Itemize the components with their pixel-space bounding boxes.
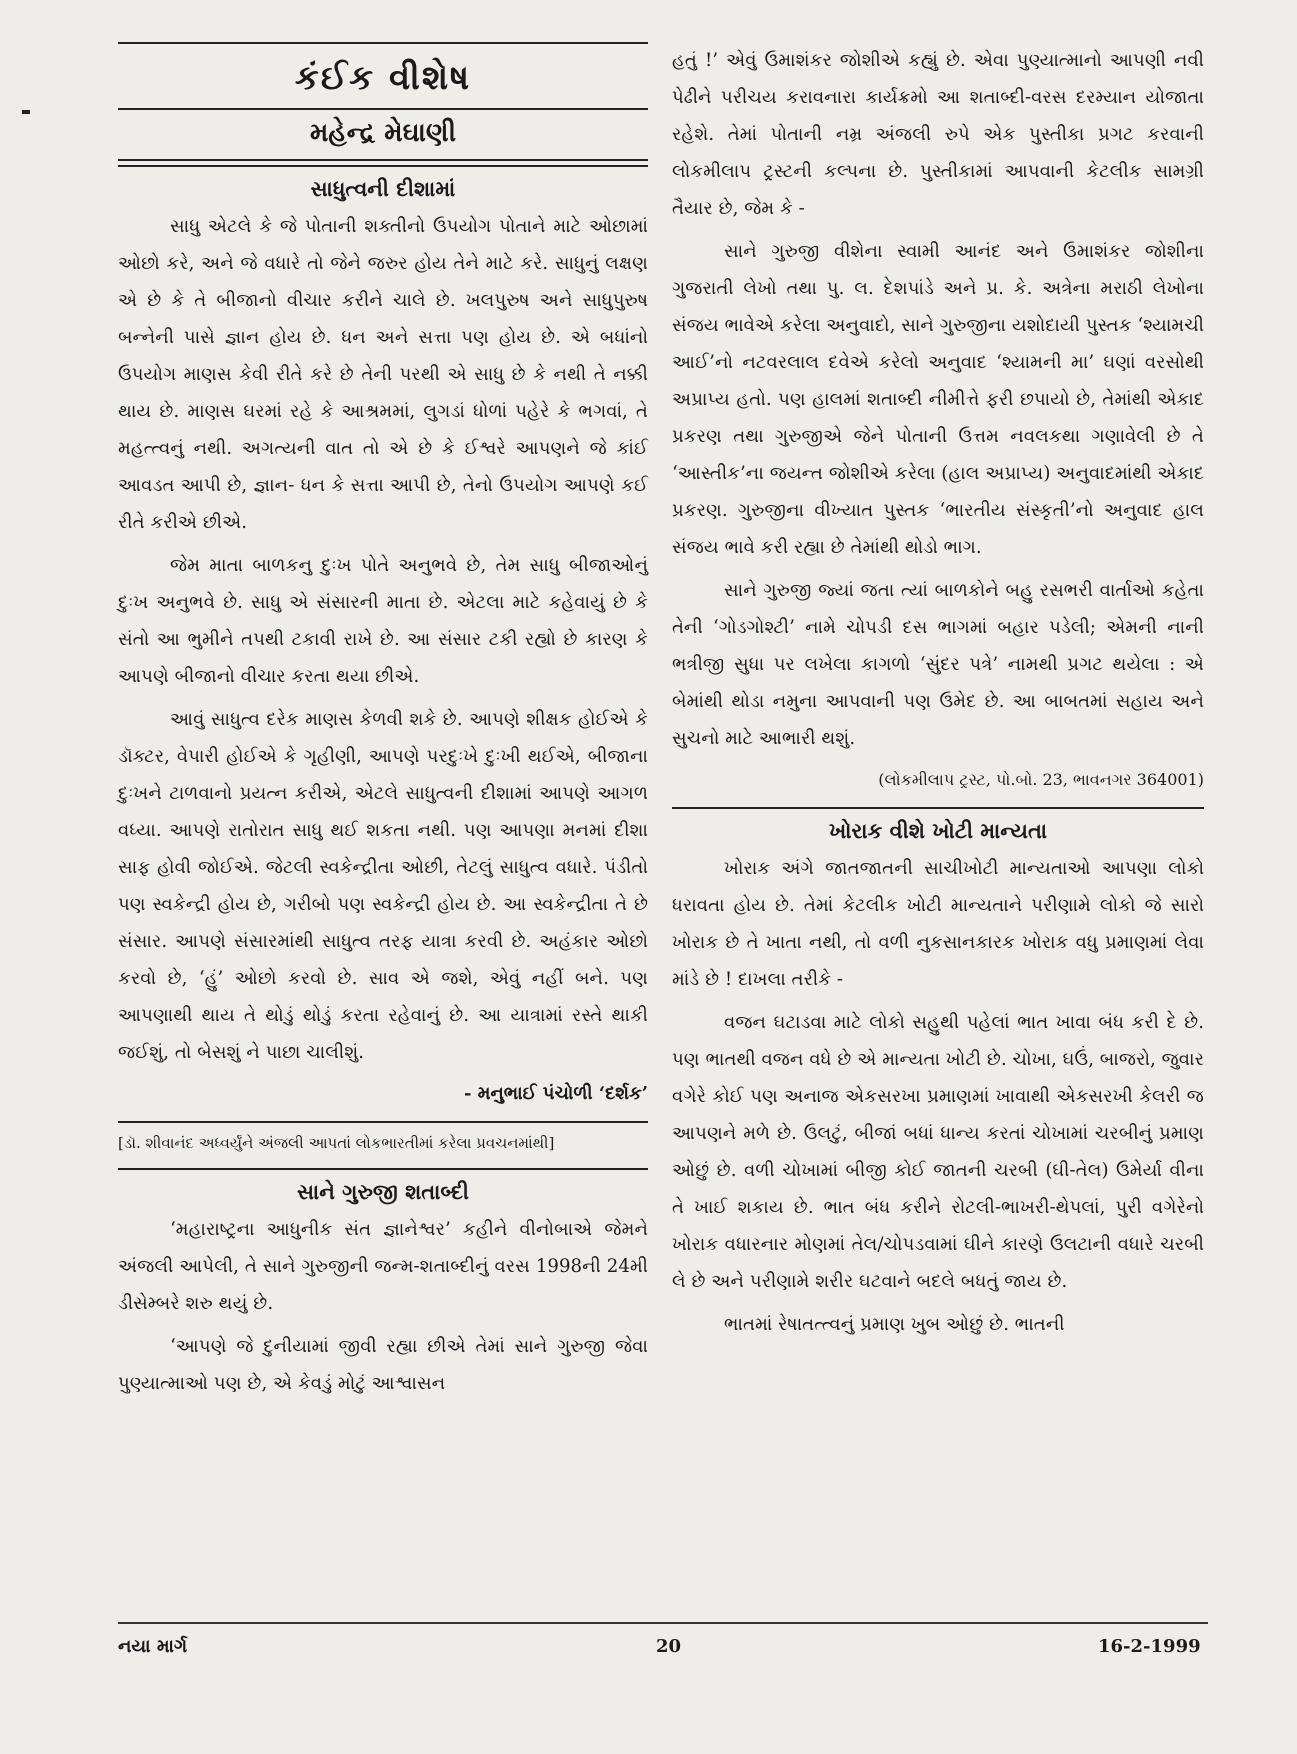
paragraph: સાને ગુરુજી વીશેના સ્વામી આનંદ અને ઉમાશંકર જોશીના ગુજરાતી લેખો તથા પુ. લ. દેશપાંડે અને પ્ર. કે. અત્રેના મરાઠી લેખોના સંજય ભાવેએ કરેલા અનુવાદો, સાને ગુરુજીના યશોદાયી પુસ્તક ‘શ્યામચી આઈ’નો નટવરલાલ દવેએ કરેલો અનુવાદ ‘શ્યામની મા’ ઘણાં વરસોથી અપ્રાપ્ય હતો. પણ હાલમાં શતાબ્દી નીમીત્તે ફરી છપાયો છે, તેમાંથી એકાદ પ્રકરણ તથા ગુરુજીએ જેને પોતાની ઉત્તમ નવલકથા ગણાવેલી છે તે ‘આસ્તીક’ના જયન્ત જોશીએ કરેલા (હાલ અપ્રાપ્ય) અનુવાદમાંથી એકાદ પ્રકરણ. ગુરુજીના વીખ્યાત પુસ્તક ‘ભારતીય સંસ્કૃતી’નો અનુવાદ હાલ સંજય ભાવે કરી રહ્યા છે તેમાંથી થોડો ભાગ. — [672, 241, 1204, 558]
signature: - મનુભાઈ પંચોળી ‘દર્શક’ — [463, 1083, 648, 1104]
paragraph: સાધુ એટલે કે જે પોતાની શક્તીનો ઉપયોગ પોતાને માટે ઓછામાં ઓછો કરે, અને જે વધારે તો જેને જરુર હોય તેને માટે કરે. સાધુનું લક્ષણ એ છે કે તે બીજાનો વીચાર કરીને ચાલે છે. ખલપુરુષ અને સાધુપુરુષ બન્નેની પાસે જ્ઞાન હોય છે. ધન અને સત્તા પણ હોય છે. એ બધાંનો ઉપયોગ માણસ કેવી રીતે કરે છે તેની પરથી એ સાધુ છે કે નથી તે નક્કી થાય છે. માણસ ઘરમાં રહે કે આશ્રમમાં, લુગડાં ધોળાં પહેરે કે ભગવાં, તે મહત્ત્વનું નથી. અગત્યની વાત તો એ છે કે ઈશ્વરે આપણને જે કાંઈ આવડત આપી છે, જ્ઞાન- ધન કે સત્તા આપી છે, તેનો ઉપયોગ આપણે કઈ રીતે કરીએ છીએ. — [118, 216, 648, 533]
section-title-khorak: ખોરાક વીશે ખોટી માન્યતા — [828, 819, 1048, 843]
author-double-rule — [118, 159, 648, 167]
right-column — [672, 42, 1204, 1349]
footer-date: 16-2-1999 — [1098, 1636, 1201, 1657]
author-name: મહેન્દ્ર મેઘાણી — [309, 118, 457, 148]
footer-page-number: 20 — [656, 1636, 682, 1657]
paragraph-continued: હતું !’ એવું ઉમાશંકર જોશીએ કહ્યું છે. એવા પુણ્યાત્માનો આપણી નવી પેઢીને પરીચય કરાવનારા કાર્યક્રમો આ શતાબ્દી-વરસ દરમ્યાન યોજાતા રહેશે. તેમાં પોતાની નમ્ર અંજલી રુપે એક પુસ્તીકા પ્રગટ કરવાની લોકમીલાપ ટ્રસ્ટની કલ્પના છે. પુસ્તીકામાં આપવાની કેટલીક સામગ્રી તૈયાર છે, જેમ કે - — [672, 50, 1204, 219]
scan-mark — [22, 110, 30, 114]
paragraph: વજન ઘટાડવા માટે લોકો સહુથી પહેલાં ભાત ખાવા બંધ કરી દે છે. પણ ભાતથી વજન વધે છે એ માન્યતા ખોટી છે. ચોખા, ઘઉં, બાજરો, જુવાર વગેરે કોઈ પણ અનાજ એકસરખા પ્રમાણમાં ખાવાથી એકસરખી કેલરી જ આપણને મળે છે. ઉલટું, બીજાં બધાં ધાન્ય કરતાં ચોખામાં ચરબીનું પ્રમાણ ઓછું છે. વળી ચોખામાં બીજી કોઈ જાતની ચરબી (ઘી-તેલ) ઉમેર્યા વીના તે ખાઈ શકાય છે. ભાત બંધ કરીને રોટલી-ભાખરી-થેપલાં, પુરી વગેરેનો ખોરાક વધારનાર મોણમાં તેલ/ચોપડવામાં ઘીને કારણે ઉલટાની વધારે ચરબી લે છે અને પરીણામે શરીર ઘટવાને બદલે બધતું જાય છે. — [672, 1012, 1204, 1292]
paragraph: ખોરાક અંગે જાતજાતની સાચીખોટી માન્યતાઓ આપણા લોકો ધરાવતા હોય છે. તેમાં કેટલીક ખોટી માન્યતાને પરીણામે લોકો જે સારો ખોરાક છે તે ખાતા નથી, તો વળી નુકસાનકારક ખોરાક વધુ પ્રમાણમાં લેવા માંડે છે ! દાખલા તરીકે - — [672, 858, 1204, 990]
left-column — [118, 42, 648, 1408]
paragraph: ભાતમાં રેષાતત્ત્વનું પ્રમાણ ખુબ ઓછું છે. ભાતની — [724, 1314, 1065, 1335]
footer-rule — [118, 1622, 1208, 1624]
paragraph: સાને ગુરુજી જ્યાં જતા ત્યાં બાળકોને બહુ રસભરી વાર્તાઓ કહેતા તેની ‘ગોડગોશ્ટી’ નામે ચોપડી દસ ભાગમાં બહાર પડેલી; એમની નાની ભત્રીજી સુધા પર લખેલા કાગળો ‘સુંદર પત્રે’ નામથી પ્રગટ થયેલા : એ બેમાંથી થોડા નમુના આપવાની પણ ઉમેદ છે. આ બાબતમાં સહાય અને સુચનો માટે આભારી થશું. — [672, 580, 1204, 749]
section-title-sadhutva: સાધુત્વની દીશામાં — [310, 177, 456, 201]
section-title-sane-guruji: સાને ગુરુજી શતાબ્દી — [297, 1180, 469, 1204]
source-note: [ડૉ. શીવાનંદ અધ્વર્યુંને અંજલી આપતાં લોકભારતીમાં કરેલા પ્રવચનમાંથી] — [118, 1134, 555, 1152]
address-line: (લોકમીલાપ ટ્રસ્ટ, પો.બો. 23, ભાવનગર 364001) — [878, 770, 1204, 789]
paragraph: જેમ માતા બાળકનુ દુઃખ પોતે અનુભવે છે, તેમ સાધુ બીજાઓનું દુઃખ અનુભવે છે. સાધુ એ સંસારની માતા છે. એટલા માટે કહેવાયું છે કે સંતો આ ભુમીને તપથી ટકાવી રાખે છે. આ સંસાર ટકી રહ્યો છે કારણ કે આપણે બીજાનો વીચાર કરતા થયા છીએ. — [118, 555, 648, 687]
paragraph: ‘મહારાષ્ટ્રના આધુનીક સંત જ્ઞાનેશ્વર’ કહીને વીનોબાએ જેમને અંજલી આપેલી, તે સાને ગુરુજીની જન્મ-શતાબ્દીનું વરસ 1998ની 24મી ડીસેમ્બરે શરુ થયું છે. — [118, 1219, 648, 1314]
paragraph: ‘આપણે જે દુનીયામાં જીવી રહ્યા છીએ તેમાં સાને ગુરુજી જેવા પુણ્યાત્માઓ પણ છે, એ કેવડું મોટું આશ્વાસન — [118, 1336, 648, 1394]
divider — [672, 807, 1204, 809]
footer-publication: નયા માર્ગ — [118, 1636, 188, 1657]
divider — [118, 1121, 648, 1123]
paragraph: આવું સાધુત્વ દરેક માણસ કેળવી શકે છે. આપણે શીક્ષક હોઈએ કે ડૉક્ટર, વેપારી હોઈએ કે ગૃહીણી, આપણે પરદુઃખે દુઃખી થઈએ, બીજાના દુઃખને ટાળવાનો પ્રયત્ન કરીએ, એટલે સાધુત્વની દીશામાં આપણે આગળ વધ્યા. આપણે રાતોરાત સાધુ થઈ શકતા નથી. પણ આપણા મનમાં દીશા સાફ હોવી જોઈએ. જેટલી સ્વકેન્દ્રીતા ઓછી, તેટલું સાધુત્વ વધારે. પંડીતો પણ સ્વકેન્દ્રી હોય છે, ગરીબો પણ સ્વકેન્દ્રી હોય છે. આ સ્વકેન્દ્રીતા તે છે સંસાર. આપણે સંસારમાંથી સાધુત્વ તરફ યાત્રા કરવી છે. અહંકાર ઓછો કરવો છે, ‘હું’ ઓછો કરવો છે. સાવ એ જશે, એવું નહીં બને. પણ આપણાથી થાય તે થોડું થોડું કરતા રહેવાનું છે. આ યાત્રામાં રસ્તે થાકી જઈશું, તો બેસશું ને પાછા ચાલીશું. — [118, 709, 648, 1063]
column-masthead: કંઈક વીશેષ — [294, 58, 472, 98]
divider — [118, 1168, 648, 1170]
